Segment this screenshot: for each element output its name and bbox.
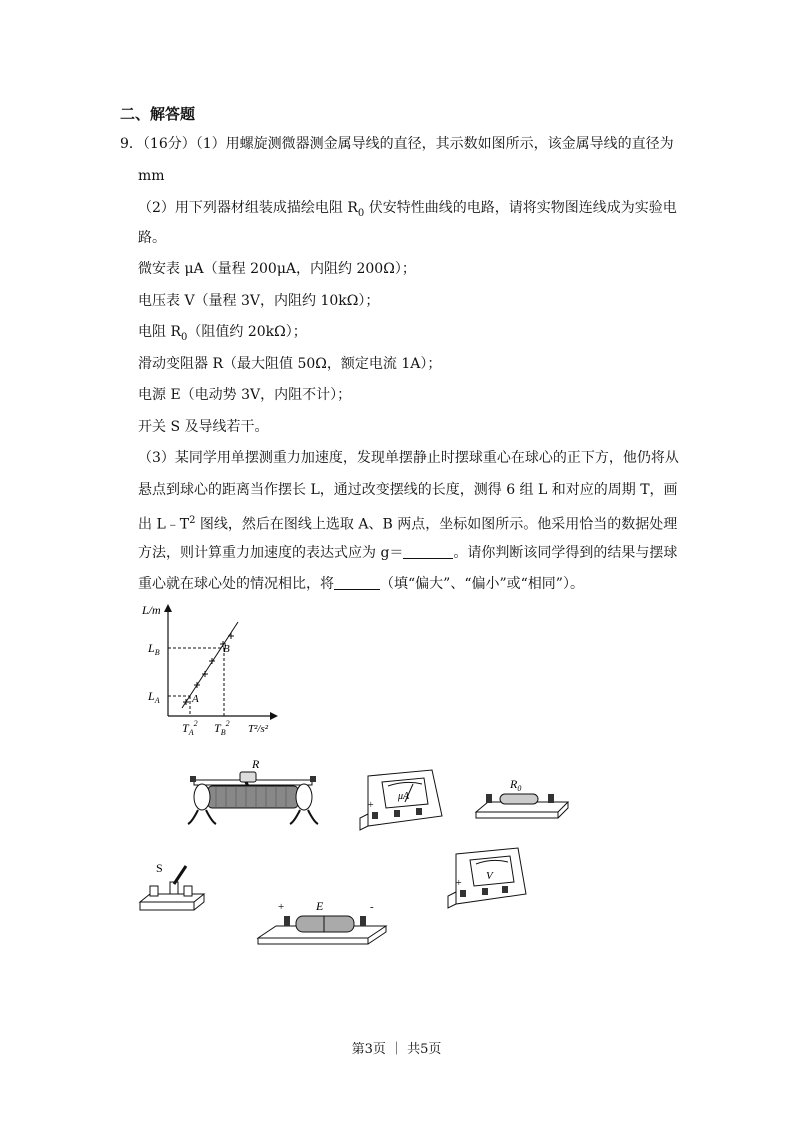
x-axis-arrow	[270, 712, 278, 720]
part2-line1	[138, 199, 677, 223]
part3-line5-text-a: 重心就在球心处的情况相比，将	[138, 576, 334, 592]
data-point	[183, 699, 189, 705]
slide-rheostat-image	[186, 756, 321, 826]
microammeter-image	[358, 768, 446, 836]
section-title: 二、解答题	[120, 105, 196, 123]
data-point	[228, 633, 234, 639]
part3-line1: （3）某同学用单摆测重力加速度，发现单摆静止时摆球重心在球心的正下方，他仍将从	[138, 450, 679, 466]
data-point	[194, 682, 200, 688]
battery-minus: -	[370, 901, 374, 913]
equipment-power: 电源 E（电动势 3V，内阻不计）；	[138, 387, 352, 403]
part3-text-a: 出 L﹣T	[138, 516, 190, 533]
switch-blade	[174, 866, 186, 884]
tb-label: $T_B^2$	[214, 719, 230, 737]
equipment-switch: 开关 S 及导线若干。	[138, 419, 269, 435]
rheostat-coil	[208, 786, 298, 808]
ta-label: $T_A^2$	[182, 719, 198, 737]
part2-text-a: （2）用下列器材组装成描绘电阻 R	[138, 200, 358, 216]
voltmeter-image	[446, 846, 530, 914]
question-score: （16分）	[142, 136, 196, 152]
question-9-line1	[120, 135, 674, 153]
rheostat-left-end	[194, 784, 210, 810]
equipment-microammeter: 微安表 μA（量程 200μA，内阻约 200Ω）；	[138, 261, 416, 277]
battery-plus: +	[278, 901, 285, 913]
resistor-body	[500, 794, 538, 804]
resistor-sub: 0	[181, 331, 188, 343]
answer-blank-g[interactable]	[403, 544, 453, 559]
l-t2-graph	[130, 598, 290, 743]
microammeter-plus: +	[368, 800, 374, 811]
part3-line5	[138, 575, 584, 593]
battery-image	[256, 896, 390, 948]
fit-line	[182, 622, 238, 708]
part3-line4-text-a: 方法，则计算重力加速度的表达式应为 g＝	[138, 545, 404, 561]
equipment-voltmeter: 电压表 V（量程 3V，内阻约 10kΩ）；	[138, 293, 380, 309]
lb-label: $L_B$	[148, 641, 160, 657]
part1-unit: mm	[138, 168, 165, 184]
point-a-label: A	[192, 693, 199, 705]
resistor-r0-image	[472, 772, 572, 824]
part3-sup: 2	[189, 515, 196, 526]
resistor-text-a: 电阻 R	[138, 324, 181, 340]
resistor-text-b: （阻值约 20kΩ）；	[187, 324, 307, 340]
part3-text-b: 图线，然后在图线上选取 A、B 两点，坐标如图所示。他采用恰当的数据处理	[195, 516, 678, 533]
part3-line3	[138, 512, 677, 534]
part3-line5-text-b: （填“偏大”、“偏小”或“相同”）。	[380, 576, 584, 592]
x-axis-label: T²/s²	[248, 723, 269, 735]
part2-text-b: 伏安特性曲线的电路，请将实物图连线成为实验电	[364, 200, 677, 216]
equipment-resistor	[138, 323, 307, 347]
part2-line2: 路。	[138, 230, 166, 246]
equipment-rheostat: 滑动变阻器 R（最大阻值 50Ω，额定电流 1A）；	[138, 356, 442, 372]
part1-text: （1）用螺旋测微器测金属导线的直径，其示数如图所示，该金属导线的直径为	[195, 136, 674, 152]
answer-blank-compare[interactable]	[334, 575, 380, 590]
y-axis-arrow	[164, 604, 172, 612]
point-b-label: B	[223, 643, 230, 655]
microammeter-label: μA	[398, 791, 410, 802]
switch-label: S	[156, 861, 163, 875]
y-axis-label: L/m	[142, 603, 161, 617]
part3-line4	[138, 544, 677, 562]
switch-image	[138, 858, 206, 914]
resistor-label: $R_0$	[510, 777, 522, 793]
page-footer: 第3页 ｜ 共5页	[351, 1042, 442, 1057]
part2-sub: 0	[357, 207, 365, 219]
question-number: 9．	[120, 136, 143, 152]
rheostat-label: R	[252, 757, 260, 771]
la-label: $L_A$	[148, 689, 160, 705]
battery-label: E	[316, 899, 324, 913]
voltmeter-label: V	[486, 870, 493, 882]
voltmeter-plus: +	[456, 878, 462, 889]
part3-line2: 悬点到球心的距离当作摆长 L，通过改变摆线的长度，测得 6 组 L 和对应的周期 T，画	[138, 482, 678, 498]
part3-line4-text-b: 。请你判断该同学得到的结果与摆球	[453, 545, 678, 561]
rheostat-right-end	[296, 784, 312, 810]
battery-cells	[296, 916, 354, 932]
rheostat-slider	[240, 772, 256, 782]
